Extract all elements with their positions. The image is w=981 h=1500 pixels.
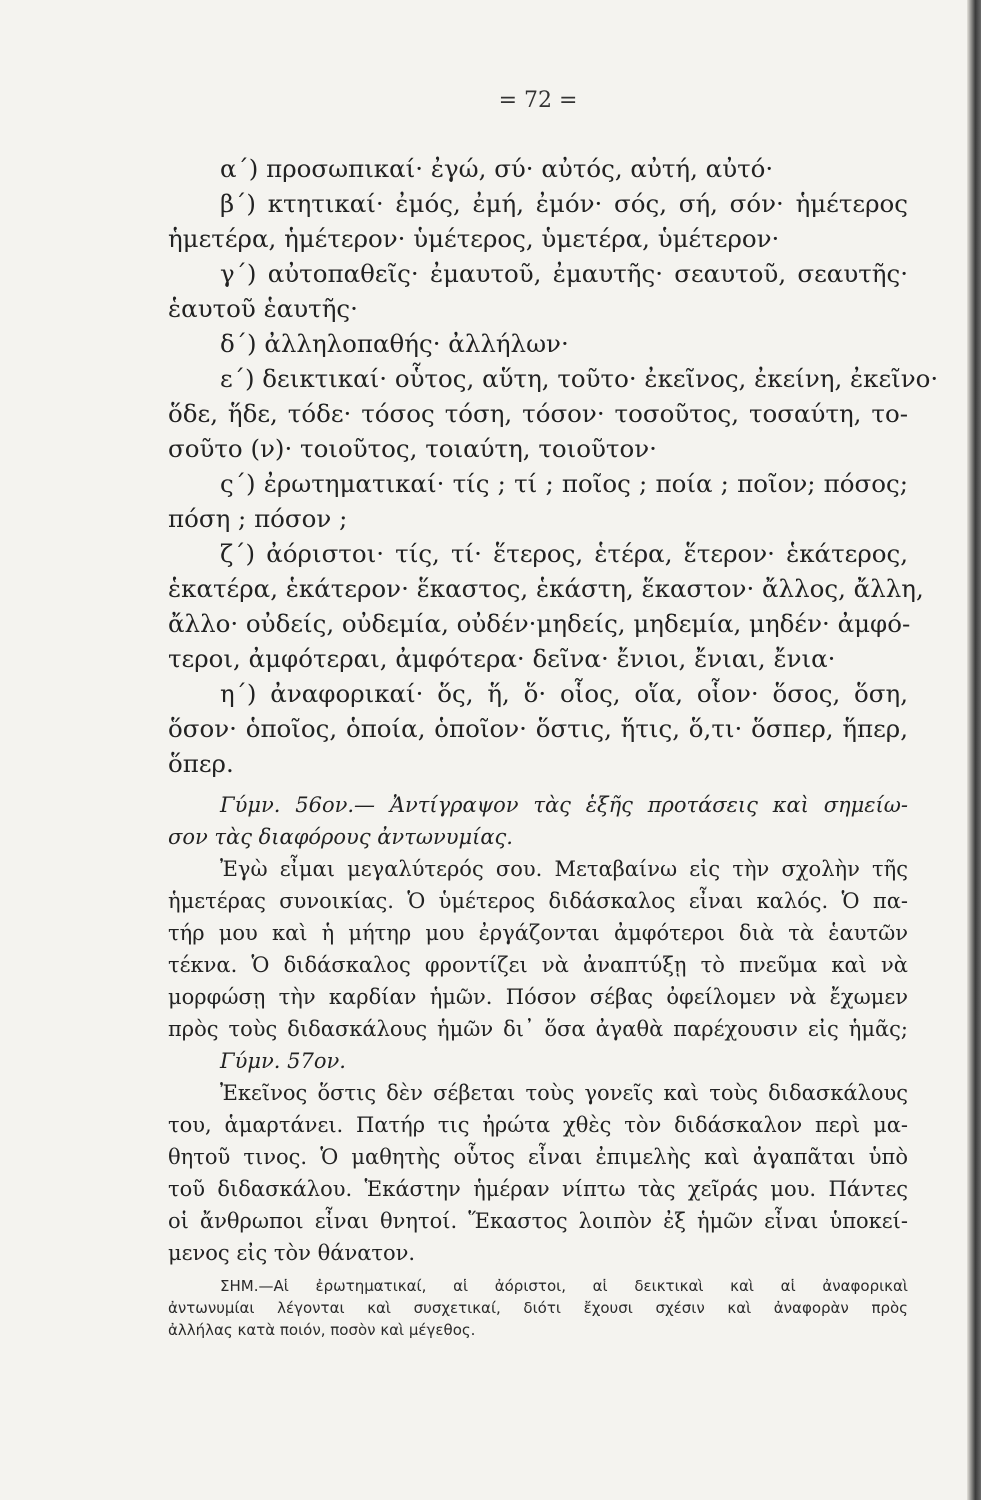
exercise-56-line: πρὸς τοὺς διδασκάλους ἡμῶν δι᾽ ὅσα ἀγαθὰ παρέχουσιν εἰς ἡμᾶς; [168,1017,908,1041]
page-edge-shadow [967,0,981,1500]
line-zeta: ζ΄) ἀόριστοι· τίς, τί· ἕτερος, ἑτέρα, ἕτερον· ἑκάτερος, [220,539,908,568]
book-page [168,88,939,1341]
line-gamma-cont: ἑαυτοῦ ἑαυτῆς· [168,294,358,323]
line-epsilon-cont-1: ὅδε, ἥδε, τόδε· τόσος τόση, τόσον· τοσοῦτος, τοσαύτη, το- [168,399,908,428]
line-stigma: ς΄) ἐρωτηματικαί· τίς ; τί ; ποῖος ; ποία ; ποῖον; πόσος; [220,469,908,498]
line-zeta-cont-3: τεροι, ἀμφότεραι, ἀμφότερα· δεῖνα· ἔνιοι, ἔνιαι, ἔνια· [168,644,836,673]
line-gamma: γ΄) αὐτοπαθεῖς· ἐμαυτοῦ, ἐμαυτῆς· σεαυτοῦ, σεαυτῆς· [220,259,908,288]
footnote [168,1275,908,1341]
footnote-line: ἀλλήλας κατὰ ποιόν, ποσὸν καὶ μέγεθος. [168,1321,476,1339]
page-number: = 72 = [498,88,578,113]
exercise-57 [168,1045,908,1269]
line-eta: η΄) ἀναφορικαί· ὅς, ἥ, ὅ· οἷος, οἵα, οἷον· ὅσος, ὅση, [220,679,908,708]
exercise-57-line: Ἐκεῖνος ὅστις δὲν σέβεται τοὺς γονεῖς καὶ τοὺς διδασκάλους [220,1081,908,1105]
exercise-56 [168,789,908,1045]
line-delta: δ΄) ἀλληλοπαθής· ἀλλήλων· [220,329,569,358]
exercise-56-title-1: Γύμν. 56ον.— Ἀντίγραψον τὰς ἑξῆς προτάσεις καὶ σημείω- [220,793,908,817]
exercise-57-line: του, ἁμαρτάνει. Πατήρ τις ἠρώτα χθὲς τὸν διδάσκαλον περὶ μα- [168,1113,908,1137]
line-alpha: α΄) προσωπικαί· ἐγώ, σύ· αὐτός, αὐτή, αὐτό· [220,154,774,183]
exercise-56-line: Ἐγὼ εἶμαι μεγαλύτερός σου. Μεταβαίνω εἰς τὴν σχολὴν τῆς [220,857,908,881]
line-epsilon-cont-2: σοῦτο (ν)· τοιοῦτος, τοιαύτη, τοιοῦτον· [168,434,657,463]
pronoun-list [168,151,939,781]
line-stigma-cont: πόση ; πόσον ; [168,504,348,533]
footnote-line: ΣΗΜ.—Αἱ ἐρωτηματικαί, αἱ ἀόριστοι, αἱ δεικτικαὶ καὶ αἱ ἀναφορικαὶ [220,1277,908,1295]
exercise-57-line: μενος εἰς τὸν θάνατον. [168,1241,416,1265]
line-beta: β΄) κτητικαί· ἐμός, ἐμή, ἐμόν· σός, σή, σόν· ἡμέτερος [220,189,908,218]
exercise-57-line: οἱ ἄνθρωποι εἶναι θνητοί. Ἕκαστος λοιπὸν ἐξ ἡμῶν εἶναι ὑποκεί- [168,1209,908,1233]
line-zeta-cont-2: ἄλλο· οὐδείς, οὐδεμία, οὐδέν·μηδείς, μηδεμία, μηδέν· ἀμφό- [168,609,911,638]
footnote-line: ἀντωνυμίαι λέγονται καὶ συσχετικαί, διότι ἔχουσι σχέσιν καὶ ἀναφορὰν πρὸς [168,1299,908,1317]
line-eta-cont-1: ὅσον· ὁποῖος, ὁποία, ὁποῖον· ὅστις, ἥτις, ὅ,τι· ὅσπερ, ἥπερ, [168,714,908,743]
exercise-57-title: Γύμν. 57ον. [220,1049,346,1073]
exercise-57-line: τοῦ διδασκάλου. Ἑκάστην ἡμέραν νίπτω τὰς χεῖράς μου. Πάντες [168,1177,908,1201]
line-beta-cont: ἡμετέρα, ἡμέτερον· ὑμέτερος, ὑμετέρα, ὑμέτερον· [168,224,780,253]
line-epsilon: ε΄) δεικτικαί· οὗτος, αὕτη, τοῦτο· ἐκεῖνος, ἐκείνη, ἐκεῖνο· [220,364,939,393]
exercise-56-line: μορφώσῃ τὴν καρδίαν ἡμῶν. Πόσον σέβας ὀφείλομεν νὰ ἔχωμεν [168,985,908,1009]
line-zeta-cont-1: ἑκατέρα, ἑκάτερον· ἕκαστος, ἑκάστη, ἕκαστον· ἄλλος, ἄλλη, [168,574,924,603]
line-eta-cont-2: ὅπερ. [168,749,234,778]
exercise-56-line: τέκνα. Ὁ διδάσκαλος φροντίζει νὰ ἀναπτύξῃ τὸ πνεῦμα καὶ νὰ [168,953,908,977]
exercise-57-line: θητοῦ τινος. Ὁ μαθητὴς οὗτος εἶναι ἐπιμελὴς καὶ ἀγαπᾶται ὑπὸ [168,1145,908,1169]
exercise-56-line: ἡμετέρας συνοικίας. Ὁ ὑμέτερος διδάσκαλος εἶναι καλός. Ὁ πα- [168,889,908,913]
exercise-56-title-2: σον τὰς διαφόρους ἀντωνυμίας. [168,825,513,849]
exercise-56-line: τήρ μου καὶ ἡ μήτηρ μου ἐργάζονται ἀμφότεροι διὰ τὰ ἑαυτῶν [168,921,908,945]
